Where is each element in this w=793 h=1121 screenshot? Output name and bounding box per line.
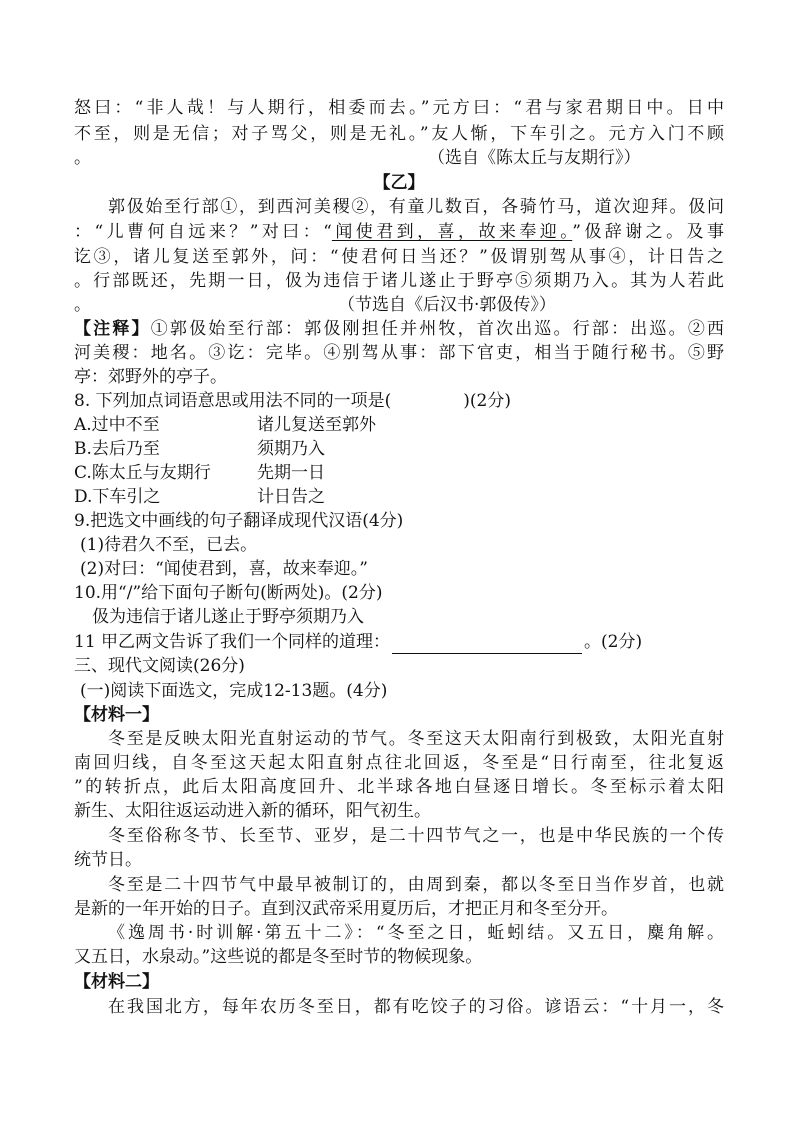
notes-line-1 (74, 317, 724, 341)
q8-option-b (74, 437, 325, 461)
m1-p3-line-2: 是新的一年开始的日子。直到汉武帝采用夏历后，才把正月和冬至分开。 (74, 899, 618, 919)
m1-p3-line-1: 冬至是二十四节气中最早被制订的，由周到秦，都以冬至日当作岁首，也就 (108, 875, 724, 895)
yi-line-4: 。行部既还，先期一日，伋为违信于诸儿遂止于野亭⑤须期乃入。其为人若此 (74, 271, 724, 291)
notes-line-2: 河美稷：地名。③讫：完毕。④别驾从事：部下官吏，相当于随行秘书。⑤野 (74, 343, 724, 363)
yi-line-2-b: ”伋辞谢之。及事 (572, 222, 725, 242)
section3-title: 三、现代文阅读(26分) (74, 656, 245, 676)
q9-sentence-2: (2)对曰：“闻使君到，喜，故来奉迎。” (80, 559, 368, 579)
q11-tail: 。(2分) (584, 632, 643, 652)
m1-p1-line-3: ”的转折点，此后太阳高度回升、北半球各地白昼逐日增长。冬至标示着太阳 (74, 777, 724, 797)
q8-stem (74, 389, 724, 413)
m1-p2-line-2: 统节日。 (74, 850, 142, 870)
m1-heading: 【材料一】 (74, 705, 159, 725)
notes-label: 【注释】 (74, 319, 151, 339)
q8-option-a-right: 诸儿复送至郭外 (257, 415, 376, 435)
q8-option-d-left: D.下车引之 (74, 487, 161, 507)
yi-line-1: 郭伋始至行部①，到西河美稷②，有童儿数百，各骑竹马，道次迎拜。伋问 (108, 197, 724, 217)
jia-line-2: 不至，则是无信；对子骂父，则是无礼。”友人惭，下车引之。元方入门不顾 (74, 124, 724, 144)
q10-stem: 10.用“/”给下面句子断句(断两处)。(2分) (74, 583, 383, 603)
q11-stem (74, 630, 724, 654)
jia-line-1: 怒曰：“非人哉！与人期行，相委而去。”元方曰：“君与家君期日中。日中 (74, 98, 724, 118)
yi-line-3: 讫③，诸儿复送至郭外，问：“使君何日当还？”伋谓别驾从事④，计日告之 (74, 247, 724, 267)
q8-option-c-right: 先期一日 (257, 463, 325, 483)
q11-answer-blank[interactable] (392, 636, 582, 654)
m1-p1-line-1: 冬至是反映太阳光直射运动的节气。冬至这天太阳南行到极致，太阳光直射 (108, 729, 724, 749)
yi-line-2-a: ：“儿曹何自远来？”对曰：“ (74, 222, 332, 242)
q8-option-c (74, 461, 325, 485)
yi-heading: 【乙】 (373, 173, 425, 193)
yi-line-5: 。 (74, 295, 91, 315)
yi-line-2 (74, 220, 724, 244)
q8-option-a-left: A.过中不至 (74, 415, 160, 435)
q9-sentence-1: (1)待君久不至，已去。 (80, 535, 258, 555)
m2-heading: 【材料二】 (74, 972, 159, 992)
m2-p1-line-1: 在我国北方，每年农历冬至日，都有吃饺子的习俗。谚语云：“十月一，冬 (108, 997, 724, 1017)
yi-underlined-sentence: 闻使君到，喜，故来奉迎。 (331, 222, 573, 242)
q11-stem-text: 11 甲乙两文告诉了我们一个同样的道理： (74, 632, 391, 652)
m1-p4-line-1: 《逸周书·时训解·第五十二》：“冬至之日，蚯蚓结。又五日，麋角解。 (108, 923, 724, 943)
yi-source: （节选自《后汉书·郭伋传》） (338, 295, 556, 315)
q8-stem-b: )(2分) (463, 391, 511, 411)
q8-option-d (74, 485, 325, 509)
m1-p4-line-2: 又五日，水泉动。”这些说的都是冬至时节的物候现象。 (74, 947, 483, 967)
q8-option-b-right: 须期乃入 (257, 439, 325, 459)
q8-option-d-right: 计日告之 (257, 487, 325, 507)
notes-line-3: 亭：郊野外的亭子。 (74, 367, 227, 387)
m1-p1-line-4: 新生、太阳往返运动进入新的循环，阳气初生。 (74, 801, 431, 821)
section3-subtitle: (一)阅读下面选文，完成12-13题。(4分) (80, 681, 388, 701)
q10-sentence: 伋为违信于诸儿遂止于野亭须期乃入 (92, 607, 364, 627)
m1-p2-line-1: 冬至俗称冬节、长至节、亚岁，是二十四节气之一，也是中华民族的一个传 (108, 826, 724, 846)
q8-stem-a: 8. 下列加点词语意思或用法不同的一项是( (74, 391, 392, 411)
notes-line-1-text: ①郭伋始至行部：郭伋刚担任并州牧，首次出巡。行部：出巡。②西 (150, 319, 725, 339)
q8-option-c-left: C.陈太丘与友期行 (74, 463, 211, 483)
q8-option-a (74, 413, 376, 437)
q8-option-b-left: B.去后乃至 (74, 439, 160, 459)
m1-p1-line-2: 南回归线，自冬至这天起太阳直射点往北回返，冬至是“日行南至，往北复返 (74, 753, 724, 773)
q9-stem: 9.把选文中画线的句子翻译成现代汉语(4分) (74, 511, 404, 531)
jia-line-3: 。 (74, 148, 91, 168)
jia-source: （选自《陈太丘与友期行》） (428, 148, 641, 168)
